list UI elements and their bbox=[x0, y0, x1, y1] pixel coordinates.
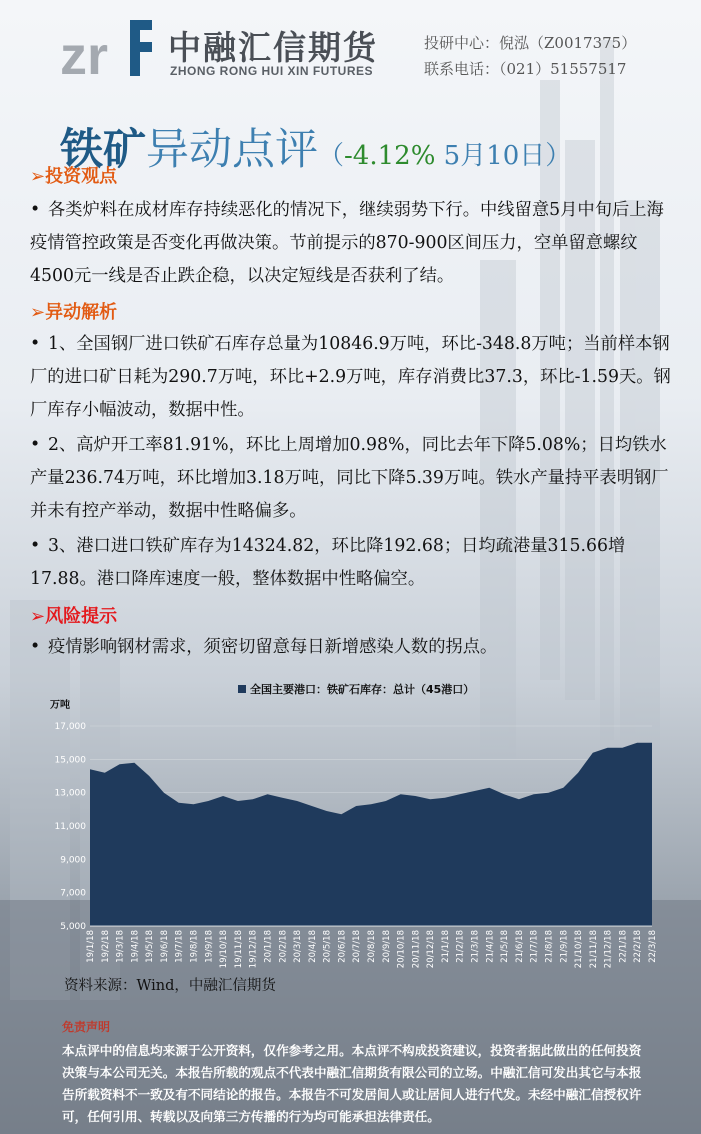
x-tick-label: 21/11/18 bbox=[588, 930, 599, 969]
bullet-icon: • bbox=[30, 334, 41, 354]
contact-phone: 联系电话：（021）51557517 bbox=[424, 60, 627, 78]
analysis-text-3: 3、港口进口铁矿库存为14324.82，环比降192.68；日均疏港量315.66增17.88。港口降库速度一般，整体数据中性略偏空。 bbox=[30, 536, 626, 589]
x-tick-label: 20/6/18 bbox=[337, 930, 348, 963]
analysis-text-2: 2、高炉开工率81.91%，环比上周增加0.98%，同比去年下降5.08%；日均铁水产量236.74万吨，环比增加3.18万吨，同比下降5.39万吨。铁水产量持平表明钢厂并未有控产举动，数据中性略偏多。 bbox=[30, 435, 669, 521]
svg-text:zr: zr bbox=[60, 26, 109, 78]
x-tick-label: 19/2/18 bbox=[100, 930, 111, 963]
company-name-en: ZHONG RONG HUI XIN FUTURES bbox=[170, 64, 374, 78]
y-tick-label: 7,000 bbox=[60, 888, 86, 899]
y-tick-label: 17,000 bbox=[54, 722, 86, 732]
title-commodity: 铁矿 bbox=[60, 125, 146, 175]
y-tick-label: 11,000 bbox=[54, 822, 86, 832]
x-tick-label: 20/10/18 bbox=[396, 930, 407, 969]
legend-swatch bbox=[238, 685, 246, 693]
x-tick-label: 19/11/18 bbox=[233, 930, 244, 969]
x-tick-label: 19/8/18 bbox=[189, 930, 200, 963]
bullet-icon: • bbox=[30, 637, 41, 657]
x-tick-label: 22/2/18 bbox=[633, 930, 644, 963]
view-text: 各类炉料在成材库存持续恶化的情况下，继续弱势下行。中线留意5月中旬后上海疫情管控政策是否变化再做决策。节前提示的870-900区间压力，空单留意螺纹4500元一线是否止跌企稳，以决定短线是否获利了结。 bbox=[30, 200, 664, 286]
risk-text: 疫情影响钢材需求，须密切留意每日新增感染人数的拐点。 bbox=[48, 637, 498, 657]
x-tick-label: 21/6/18 bbox=[514, 930, 525, 963]
x-tick-label: 19/7/18 bbox=[174, 930, 185, 963]
analysis-text-1: 1、全国钢厂进口铁矿石库存总量为10846.9万吨，环比-348.8万吨；当前样本钢厂的进口矿日耗为290.7万吨，环比+2.9万吨，库存消费比37.3，环比-1.59天。钢厂库存小幅波动，数据中性。 bbox=[30, 334, 671, 420]
x-tick-label: 19/1/18 bbox=[86, 930, 96, 963]
x-tick-label: 20/1/18 bbox=[263, 930, 274, 963]
x-tick-label: 20/2/18 bbox=[278, 930, 289, 963]
analysis-paragraph-1 bbox=[30, 328, 680, 427]
company-logo-mark bbox=[60, 14, 160, 78]
contact-analyst: 投研中心：倪泓（Z0017375） bbox=[424, 34, 637, 52]
bullet-icon: • bbox=[30, 200, 41, 220]
x-tick-label: 20/3/18 bbox=[293, 930, 304, 963]
x-tick-label: 19/9/18 bbox=[204, 930, 215, 963]
area-series bbox=[90, 743, 652, 926]
bullet-icon: • bbox=[30, 435, 41, 455]
x-tick-label: 19/3/18 bbox=[115, 930, 126, 963]
title-change: -4.12% bbox=[344, 141, 436, 171]
x-tick-label: 21/7/18 bbox=[529, 930, 540, 963]
y-tick-label: 9,000 bbox=[60, 855, 86, 866]
contact-info bbox=[424, 30, 636, 82]
analysis-paragraph-2 bbox=[30, 429, 680, 528]
x-tick-label: 22/3/18 bbox=[648, 930, 658, 963]
iron-ore-inventory-chart bbox=[48, 678, 668, 976]
x-tick-label: 20/11/18 bbox=[411, 930, 422, 969]
x-tick-label: 20/4/18 bbox=[307, 930, 318, 963]
data-source: 资料来源：Wind，中融汇信期货 bbox=[64, 978, 276, 994]
x-tick-label: 21/4/18 bbox=[485, 930, 496, 963]
y-tick-label: 15,000 bbox=[54, 755, 86, 766]
company-name-cn: 中融汇信期货 bbox=[168, 28, 378, 67]
title-date: 5月10日） bbox=[435, 141, 572, 171]
y-tick-label: 5,000 bbox=[60, 922, 86, 932]
legend-label: 全国主要港口：铁矿石库存：总计（45港口） bbox=[250, 683, 475, 696]
y-axis-unit: 万吨 bbox=[50, 700, 70, 711]
x-tick-label: 20/7/18 bbox=[352, 930, 363, 963]
x-tick-label: 21/5/18 bbox=[500, 930, 511, 963]
x-tick-label: 20/5/18 bbox=[322, 930, 333, 963]
x-tick-label: 20/12/18 bbox=[426, 930, 437, 969]
section-heading-risk: ➢风险提示 bbox=[30, 606, 118, 627]
title-paren: （ bbox=[318, 141, 345, 171]
x-tick-label: 21/3/18 bbox=[470, 930, 481, 963]
risk-paragraph bbox=[30, 631, 680, 664]
x-tick-label: 19/10/18 bbox=[219, 930, 230, 969]
y-tick-label: 13,000 bbox=[54, 788, 86, 799]
section-heading-analysis: ➢异动解析 bbox=[30, 302, 118, 323]
x-tick-label: 21/10/18 bbox=[574, 930, 585, 969]
x-tick-label: 19/5/18 bbox=[145, 930, 156, 963]
disclaimer-title: 免责声明 bbox=[62, 1020, 111, 1034]
x-tick-label: 20/9/18 bbox=[381, 930, 392, 963]
section-heading-view: ➢投资观点 bbox=[30, 166, 118, 187]
x-tick-label: 20/8/18 bbox=[367, 930, 377, 963]
x-tick-label: 21/8/18 bbox=[544, 930, 555, 963]
x-tick-label: 19/4/18 bbox=[130, 930, 141, 963]
x-tick-label: 21/1/18 bbox=[440, 930, 451, 963]
x-tick-label: 22/1/18 bbox=[618, 930, 629, 963]
x-tick-label: 19/12/18 bbox=[248, 930, 259, 969]
bullet-icon: • bbox=[30, 536, 41, 556]
report-title bbox=[60, 116, 571, 177]
x-tick-label: 21/12/18 bbox=[603, 930, 614, 969]
x-tick-label: 21/9/18 bbox=[559, 930, 570, 963]
view-paragraph bbox=[30, 194, 680, 293]
x-tick-label: 19/6/18 bbox=[159, 930, 170, 963]
disclaimer-text: 本点评中的信息均来源于公开资料，仅作参考之用。本点评不构成投资建议，投资者据此做出的任何投资决策与本公司无关。本报告所载的观点不代表中融汇信期货有限公司的立场。中融汇信可发出其它与本报告所载资料不一致及有不同结论的报告。本报告不可发居间人或让居间人进行代发。未经中融汇信授权许可，任何引用、转载以及向第三方传播的行为均可能承担法律责任。 bbox=[62, 1043, 642, 1124]
title-type: 异动点评 bbox=[146, 125, 318, 175]
analysis-paragraph-3 bbox=[30, 530, 680, 596]
x-tick-label: 21/2/18 bbox=[455, 930, 466, 963]
